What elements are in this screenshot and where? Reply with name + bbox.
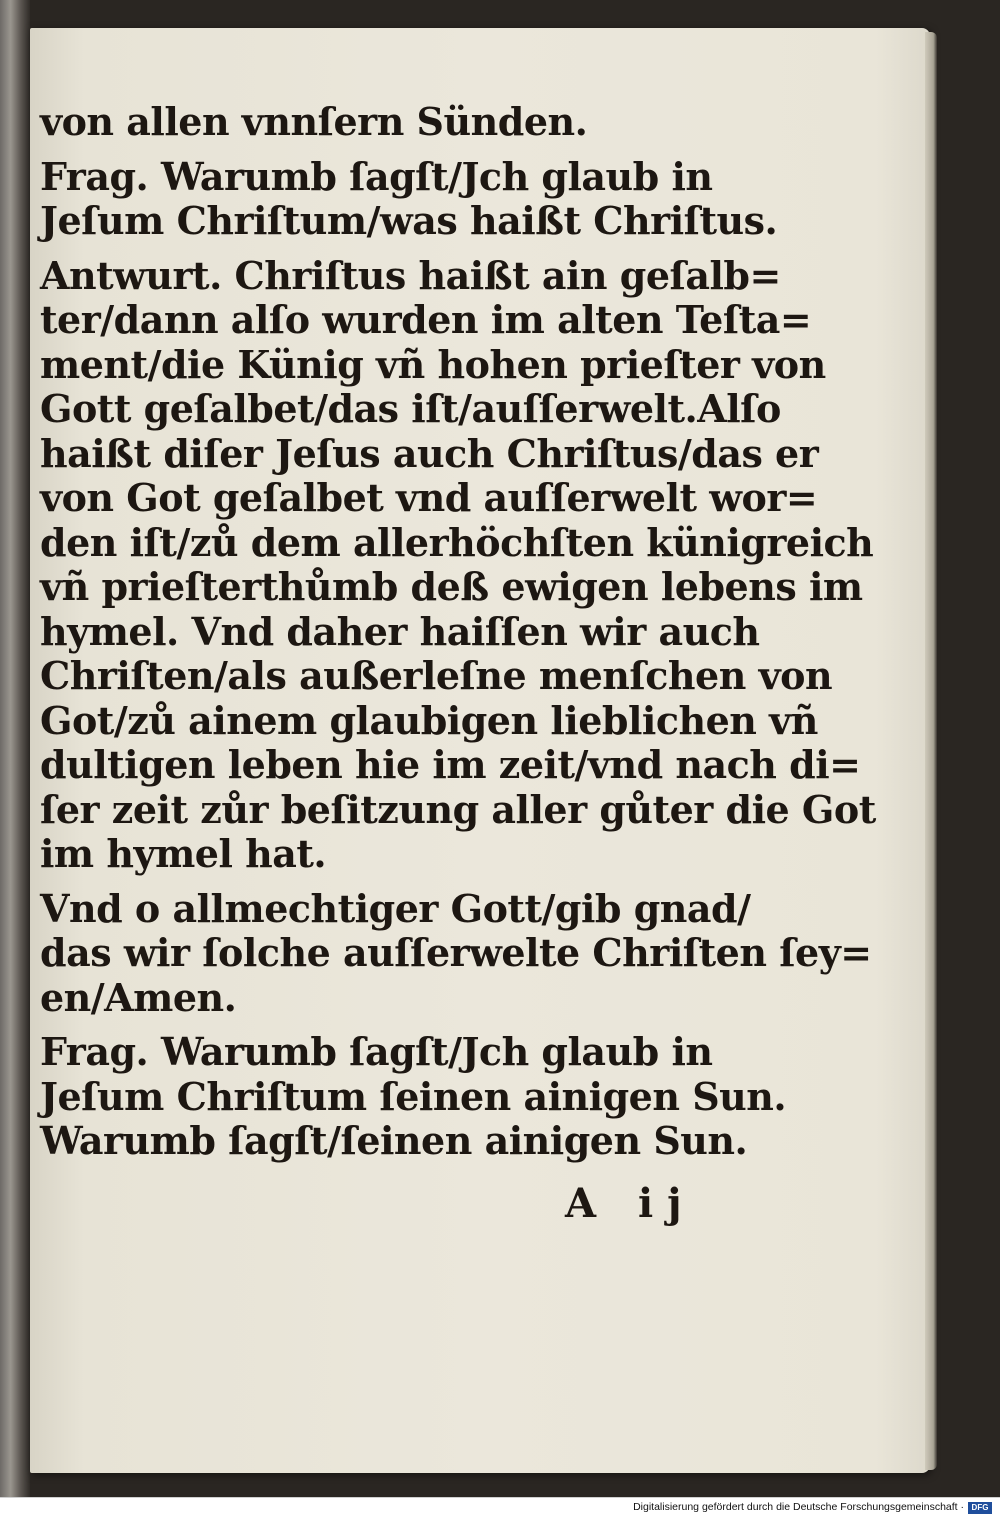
text-line: dultigen leben hie im zeit/vnd nach di= (40, 742, 861, 787)
text-line: den iſt/zů dem allerhöchſten künigreich (40, 519, 874, 565)
text-line: ſer zeit zůr beſitzung aller gůter die Got (40, 786, 876, 832)
text-line: von Got geſalbet vnd auſſerwelt wor= (40, 475, 818, 520)
text-line: Gott geſalbet/das iſt/auſſerwelt.Alſo (40, 386, 781, 431)
text-line: Warumb ſagſt/ſeinen ainigen Sun. (40, 1118, 748, 1163)
text-line: Got/zů ainem glaubigen lieblichen vñ (40, 697, 818, 743)
text-line: Frag. Warumb ſagſt/Jch glaub in (40, 153, 713, 199)
page-edge (925, 32, 937, 1470)
text-line: ter/dann alſo wurden im alten Teſta= (40, 297, 812, 342)
text-line: das wir ſolche auſſerwelte Chriſten ſey= (40, 930, 872, 975)
footer-credit: Digitalisierung gefördert durch die Deutsche Forschungsgemeinschaft · (633, 1501, 964, 1513)
text-line: von allen vnnſern Sünden. (40, 99, 588, 144)
footer-bar (0, 1497, 1000, 1519)
text-line: Frag. Warumb ſagſt/Jch glaub in (40, 1029, 713, 1074)
book-binding (0, 0, 30, 1497)
text-line: haißt diſer Jeſus auch Chriſtus/das er (40, 430, 819, 476)
text-line: Jeſum Chriſtum/was haißt Chriſtus. (40, 198, 778, 243)
text-line: ment/die Künig vñ hohen prieſter von (40, 341, 826, 387)
dfg-logo-icon[interactable]: DFG (968, 1502, 992, 1514)
text-line: Antwurt. Chriſtus haißt ain geſalb= (40, 252, 781, 298)
page-text (40, 99, 876, 1164)
text-line: en/Amen. (40, 974, 237, 1020)
signature-mark: A ij (565, 1180, 696, 1227)
text-line: im hymel hat. (40, 831, 327, 876)
text-line: hymel. Vnd daher haiſſen wir auch (40, 608, 760, 654)
text-line: Jeſum Chriſtum ſeinen ainigen Sun. (40, 1073, 787, 1119)
text-line: Chriſten/als außerleſne menſchen von (40, 653, 833, 698)
text-line: vñ prieſterthůmb deß ewigen lebens im (40, 564, 863, 609)
text-line: Vnd o allmechtiger Gott/gib gnad/ (40, 885, 751, 931)
